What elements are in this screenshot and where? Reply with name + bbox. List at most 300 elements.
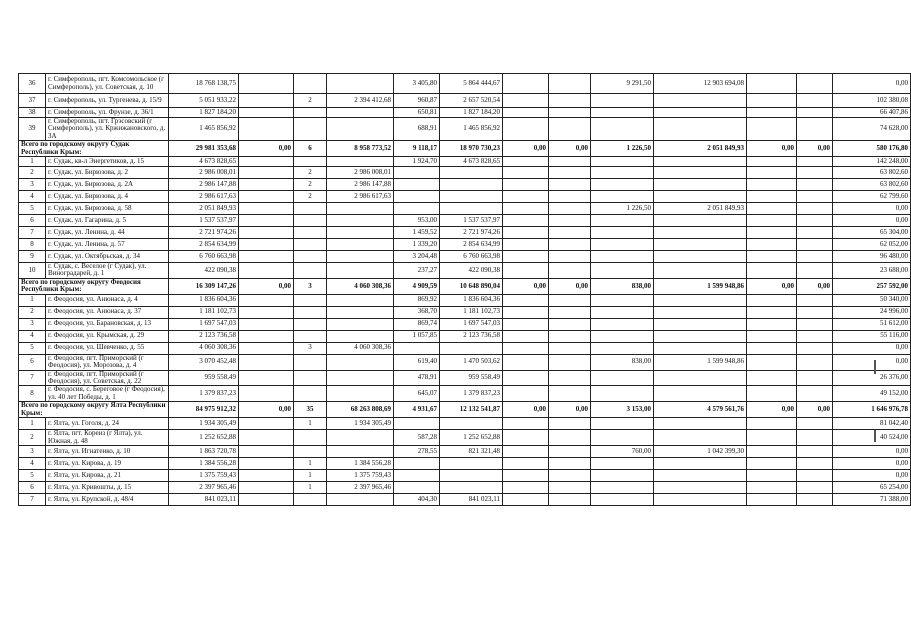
table-cell: 29 981 353,68	[169, 141, 239, 157]
table-cell: 2 986 617,63	[169, 191, 239, 203]
table-row	[19, 157, 911, 167]
table-cell	[239, 469, 294, 481]
table-cell	[747, 493, 797, 505]
table-cell: 51 612,00	[833, 318, 911, 330]
table-row	[19, 354, 911, 370]
table-cell: г. Феодосия, пгт. Приморский (г Феодосия), ул. Морозова, д. 4	[46, 354, 169, 370]
table-cell	[294, 493, 327, 505]
table-cell	[503, 430, 549, 446]
table-cell: Всего по городскому округу Судак Республики Крым:	[19, 141, 169, 157]
table-cell: 2 394 412,68	[327, 94, 394, 108]
table-cell: 23 688,00	[833, 263, 911, 279]
table-cell	[239, 306, 294, 318]
table-cell: 0,00	[797, 402, 833, 418]
table-cell: 1 599 948,86	[654, 278, 747, 294]
table-cell	[797, 215, 833, 227]
table-cell	[654, 306, 747, 318]
table-cell	[797, 251, 833, 263]
table-cell	[797, 179, 833, 191]
table-cell	[654, 457, 747, 469]
table-cell	[747, 118, 797, 141]
table-cell: 869,74	[394, 318, 440, 330]
table-cell	[591, 251, 654, 263]
table-cell: 2 721 974,26	[169, 227, 239, 239]
table-cell: 68 263 808,69	[327, 402, 394, 418]
table-cell	[654, 118, 747, 141]
total-row	[19, 402, 911, 418]
table-cell: г. Судак, ул. Ленина, д. 44	[46, 227, 169, 239]
table-cell	[797, 318, 833, 330]
table-cell	[591, 318, 654, 330]
table-cell: 102 380,08	[833, 94, 911, 108]
table-cell	[654, 294, 747, 306]
table-cell	[327, 294, 394, 306]
table-cell: 257 592,00	[833, 278, 911, 294]
table-cell: 6	[294, 141, 327, 157]
table-cell: г. Судак, ул. Октябрьская, д. 34	[46, 251, 169, 263]
table-cell	[591, 493, 654, 505]
table-cell	[549, 457, 591, 469]
table-cell	[327, 203, 394, 215]
table-cell	[797, 354, 833, 370]
table-cell	[503, 157, 549, 167]
table-cell: г. Судак, ул. Бирюзова, д. 2А	[46, 179, 169, 191]
table-cell	[747, 318, 797, 330]
total-row	[19, 141, 911, 157]
table-cell: 1 697 547,03	[440, 318, 503, 330]
table-cell: 2	[19, 430, 46, 446]
table-cell: 1 042 399,30	[654, 445, 747, 457]
table-cell	[591, 330, 654, 342]
table-cell: 2 051 849,93	[169, 203, 239, 215]
table-cell	[239, 227, 294, 239]
table-row	[19, 342, 911, 354]
table-cell: 26 376,00	[833, 370, 911, 386]
table-cell	[797, 481, 833, 493]
table-cell: 953,00	[394, 215, 440, 227]
table-cell	[747, 294, 797, 306]
table-cell	[747, 251, 797, 263]
table-cell	[797, 330, 833, 342]
table-cell: 39	[19, 118, 46, 141]
table-cell: г. Симферополь, ул. Фрунзе, д. 36/1	[46, 108, 169, 118]
table-cell: 12 903 694,08	[654, 74, 747, 94]
table-cell: 4 673 828,65	[440, 157, 503, 167]
table-cell: 838,00	[591, 278, 654, 294]
table-cell	[549, 418, 591, 430]
table-cell	[591, 370, 654, 386]
table-cell	[503, 294, 549, 306]
table-cell: 9 291,50	[591, 74, 654, 94]
table-cell: 9 118,17	[394, 141, 440, 157]
table-cell	[654, 418, 747, 430]
table-cell: 0,00	[833, 215, 911, 227]
table-cell	[591, 263, 654, 279]
table-cell	[747, 167, 797, 179]
table-cell: 5	[19, 203, 46, 215]
table-cell	[797, 294, 833, 306]
table-cell	[654, 157, 747, 167]
table-cell	[747, 342, 797, 354]
table-cell	[239, 370, 294, 386]
table-cell: 3	[294, 342, 327, 354]
table-cell	[239, 215, 294, 227]
table-cell: 3	[294, 278, 327, 294]
table-cell	[747, 203, 797, 215]
table-cell: г. Ялта, ул. Игнатенко, д. 10	[46, 445, 169, 457]
table-cell: 2	[294, 191, 327, 203]
table-cell: 1 465 856,92	[440, 118, 503, 141]
table-cell	[503, 306, 549, 318]
table-cell	[394, 203, 440, 215]
table-cell: 1 252 652,88	[440, 430, 503, 446]
table-cell: 2	[19, 167, 46, 179]
table-cell	[747, 370, 797, 386]
table-cell: 10	[19, 263, 46, 279]
table-cell: 0,00	[833, 203, 911, 215]
table-cell	[503, 469, 549, 481]
table-cell	[747, 263, 797, 279]
margin-mark	[874, 430, 876, 442]
table-cell: г. Ялта, ул. Кирова, д. 19	[46, 457, 169, 469]
table-cell: 760,00	[591, 445, 654, 457]
table-cell	[797, 74, 833, 94]
table-cell: 66 407,86	[833, 108, 911, 118]
table-cell	[503, 418, 549, 430]
table-cell: г. Ялта, пгт. Кореиз (г Ялта), ул. Южная, д. 48	[46, 430, 169, 446]
table-cell: 40 524,00	[833, 430, 911, 446]
table-cell	[747, 386, 797, 402]
table-cell	[747, 215, 797, 227]
table-cell	[797, 227, 833, 239]
table-cell	[654, 108, 747, 118]
table-cell	[549, 330, 591, 342]
table-cell: 1 339,20	[394, 239, 440, 251]
table-cell: 0,00	[503, 402, 549, 418]
table-cell: 6 760 663,98	[440, 251, 503, 263]
table-cell	[294, 74, 327, 94]
table-cell: 4 579 561,76	[654, 402, 747, 418]
table-cell	[394, 457, 440, 469]
table-cell: 1 252 652,88	[169, 430, 239, 446]
table-cell	[394, 469, 440, 481]
table-cell	[239, 157, 294, 167]
table-cell: 142 248,00	[833, 157, 911, 167]
table-cell: 368,70	[394, 306, 440, 318]
table-cell: 3 204,48	[394, 251, 440, 263]
table-row	[19, 94, 911, 108]
table-cell	[591, 386, 654, 402]
table-cell: г. Феодосия, ул. Анюнаса, д. 37	[46, 306, 169, 318]
table-cell: 81 042,40	[833, 418, 911, 430]
table-cell	[503, 215, 549, 227]
table-cell: 1 379 837,23	[440, 386, 503, 402]
table-cell: 1 181 102,73	[169, 306, 239, 318]
table-cell	[549, 203, 591, 215]
table-cell: г. Судак, с. Веселое (г Судак), ул. Виноградарей, д. 1	[46, 263, 169, 279]
table-cell	[294, 370, 327, 386]
table-row	[19, 445, 911, 457]
table-cell	[797, 157, 833, 167]
table-cell	[294, 118, 327, 141]
table-cell	[549, 227, 591, 239]
table-cell	[294, 108, 327, 118]
table-row	[19, 215, 911, 227]
table-cell: 1 934 305,49	[169, 418, 239, 430]
table-cell: 2 986 147,88	[327, 179, 394, 191]
table-cell: 18 970 730,23	[440, 141, 503, 157]
table-cell	[327, 251, 394, 263]
table-cell	[591, 430, 654, 446]
table-cell: 1 537 537,97	[440, 215, 503, 227]
table-cell: 55 116,00	[833, 330, 911, 342]
table-cell	[797, 191, 833, 203]
table-cell: 1 465 856,92	[169, 118, 239, 141]
table-cell: 2 657 520,54	[440, 94, 503, 108]
table-cell: 49 152,00	[833, 386, 911, 402]
table-cell	[503, 179, 549, 191]
table-cell: 1 836 604,36	[169, 294, 239, 306]
table-cell: 2	[19, 306, 46, 318]
table-cell: 2 986 008,01	[169, 167, 239, 179]
table-row	[19, 481, 911, 493]
table-cell	[239, 251, 294, 263]
table-row	[19, 251, 911, 263]
table-cell	[327, 118, 394, 141]
table-cell	[503, 330, 549, 342]
table-cell: 7	[19, 370, 46, 386]
table-cell: 6 760 663,98	[169, 251, 239, 263]
table-cell: г. Судак, ул. Гагарина, д. 5	[46, 215, 169, 227]
table-cell	[239, 118, 294, 141]
table-cell: 1 384 556,28	[327, 457, 394, 469]
table-row	[19, 469, 911, 481]
table-cell: 8 958 773,52	[327, 141, 394, 157]
table-cell: 71 388,00	[833, 493, 911, 505]
table-cell: 1 459,52	[394, 227, 440, 239]
table-cell	[549, 263, 591, 279]
table-cell	[797, 457, 833, 469]
table-cell: 3	[19, 318, 46, 330]
table-cell: 1 646 976,78	[833, 402, 911, 418]
table-cell: 0,00	[503, 141, 549, 157]
table-cell: 24 996,00	[833, 306, 911, 318]
table-cell	[747, 179, 797, 191]
table-cell: г. Симферополь, пгт. Комсомольское (г Симферополь), ул. Советская, д. 10	[46, 74, 169, 94]
table-cell	[294, 330, 327, 342]
table-cell	[327, 239, 394, 251]
table-row	[19, 418, 911, 430]
table-row	[19, 179, 911, 191]
table-cell: г. Феодосия, пгт. Приморский (г Феодосия), ул. Советская, д. 22	[46, 370, 169, 386]
table-cell: 821 321,48	[440, 445, 503, 457]
table-row	[19, 386, 911, 402]
table-cell	[394, 342, 440, 354]
table-cell: г. Судак, ул. Бирюзова, д. 58	[46, 203, 169, 215]
table-cell	[503, 108, 549, 118]
table-cell: 1 375 759,43	[327, 469, 394, 481]
table-cell	[747, 445, 797, 457]
table-cell	[654, 481, 747, 493]
table-cell	[440, 191, 503, 203]
table-cell: 1 934 305,49	[327, 418, 394, 430]
table-row	[19, 306, 911, 318]
table-cell	[239, 445, 294, 457]
table-cell: 3 153,00	[591, 402, 654, 418]
table-cell: 1	[294, 418, 327, 430]
table-cell: 4 909,59	[394, 278, 440, 294]
table-cell: 2 854 634,99	[169, 239, 239, 251]
table-cell: г. Ялта, ул. Кирова, д. 21	[46, 469, 169, 481]
table-cell	[327, 493, 394, 505]
table-cell: 63 802,60	[833, 179, 911, 191]
table-cell: 688,91	[394, 118, 440, 141]
table-cell	[239, 94, 294, 108]
table-cell	[549, 354, 591, 370]
table-cell	[797, 342, 833, 354]
table-cell: 2	[294, 179, 327, 191]
table-cell: 5 864 444,67	[440, 74, 503, 94]
table-cell	[503, 74, 549, 94]
table-cell: 1 836 604,36	[440, 294, 503, 306]
table-cell: 7	[19, 227, 46, 239]
table-cell	[747, 94, 797, 108]
table-cell	[797, 263, 833, 279]
table-cell	[327, 215, 394, 227]
table-cell	[503, 191, 549, 203]
table-cell	[394, 179, 440, 191]
table-cell	[549, 239, 591, 251]
table-cell	[797, 418, 833, 430]
table-cell	[239, 386, 294, 402]
table-cell: 2 854 634,99	[440, 239, 503, 251]
table-cell	[503, 239, 549, 251]
table-cell: 1	[19, 294, 46, 306]
table-cell	[591, 342, 654, 354]
table-cell	[549, 318, 591, 330]
table-cell: 959 558,49	[440, 370, 503, 386]
table-cell: 1 057,85	[394, 330, 440, 342]
table-cell: г. Симферополь, ул. Тургенева, д. 15/9	[46, 94, 169, 108]
table-cell: 0,00	[747, 141, 797, 157]
table-cell: г. Феодосия, ул. Крымская, д. 29	[46, 330, 169, 342]
table-cell	[239, 342, 294, 354]
table-cell	[327, 445, 394, 457]
table-cell	[294, 157, 327, 167]
table-cell	[239, 318, 294, 330]
table-cell	[327, 354, 394, 370]
table-cell	[549, 179, 591, 191]
table-cell: Всего по городскому округу Феодосия Республики Крым:	[19, 278, 169, 294]
table-cell: 3 070 452,48	[169, 354, 239, 370]
table-cell: 9	[19, 251, 46, 263]
table-cell: 5 051 933,22	[169, 94, 239, 108]
table-cell	[549, 94, 591, 108]
table-cell: 63 802,60	[833, 167, 911, 179]
table-cell: 74 628,00	[833, 118, 911, 141]
table-cell	[549, 294, 591, 306]
table-cell	[654, 330, 747, 342]
table-cell	[797, 239, 833, 251]
table-cell: 62 799,60	[833, 191, 911, 203]
table-cell	[503, 354, 549, 370]
table-row	[19, 118, 911, 141]
table-cell: 8	[19, 386, 46, 402]
table-row	[19, 263, 911, 279]
table-cell	[747, 157, 797, 167]
table-cell	[654, 318, 747, 330]
table-cell	[440, 342, 503, 354]
table-cell: 838,00	[591, 354, 654, 370]
table-cell: 2 986 147,88	[169, 179, 239, 191]
table-cell	[591, 294, 654, 306]
table-cell	[239, 294, 294, 306]
table-cell	[654, 386, 747, 402]
table-row	[19, 239, 911, 251]
table-cell: 619,40	[394, 354, 440, 370]
table-cell	[503, 342, 549, 354]
table-cell	[294, 227, 327, 239]
table-cell: 7	[19, 493, 46, 505]
table-cell	[239, 430, 294, 446]
table-row	[19, 203, 911, 215]
table-cell	[440, 179, 503, 191]
table-cell	[503, 457, 549, 469]
table-cell	[239, 203, 294, 215]
table-cell	[797, 493, 833, 505]
table-cell: 0,00	[239, 278, 294, 294]
table-cell	[239, 481, 294, 493]
table-cell: 1	[294, 469, 327, 481]
table-cell	[549, 445, 591, 457]
table-cell: г. Судак, ул. Бирюзова, д. 2	[46, 167, 169, 179]
table-cell: 36	[19, 74, 46, 94]
table-cell	[654, 430, 747, 446]
table-cell: 6	[19, 215, 46, 227]
table-cell: 0,00	[503, 278, 549, 294]
table-cell	[239, 263, 294, 279]
table-cell: 6	[19, 354, 46, 370]
table-cell	[591, 306, 654, 318]
table-cell: 404,30	[394, 493, 440, 505]
table-cell: 37	[19, 94, 46, 108]
table-cell: 2 397 965,46	[169, 481, 239, 493]
table-cell: 1	[294, 481, 327, 493]
table-cell	[549, 167, 591, 179]
table-cell	[327, 430, 394, 446]
table-cell	[654, 94, 747, 108]
table-cell: 0,00	[833, 342, 911, 354]
table-cell	[654, 263, 747, 279]
table-cell	[503, 318, 549, 330]
table-cell	[503, 167, 549, 179]
table-row	[19, 74, 911, 94]
table-cell	[549, 157, 591, 167]
table-cell: 96 480,00	[833, 251, 911, 263]
table-cell: 50 340,00	[833, 294, 911, 306]
table-cell	[239, 108, 294, 118]
table-cell	[327, 386, 394, 402]
table-cell	[327, 227, 394, 239]
table-cell: 478,91	[394, 370, 440, 386]
table-cell: 1	[19, 157, 46, 167]
table-cell: 10 648 890,04	[440, 278, 503, 294]
table-cell	[503, 118, 549, 141]
table-cell	[239, 493, 294, 505]
table-cell	[591, 191, 654, 203]
table-cell	[797, 370, 833, 386]
table-cell: 84 975 912,32	[169, 402, 239, 418]
